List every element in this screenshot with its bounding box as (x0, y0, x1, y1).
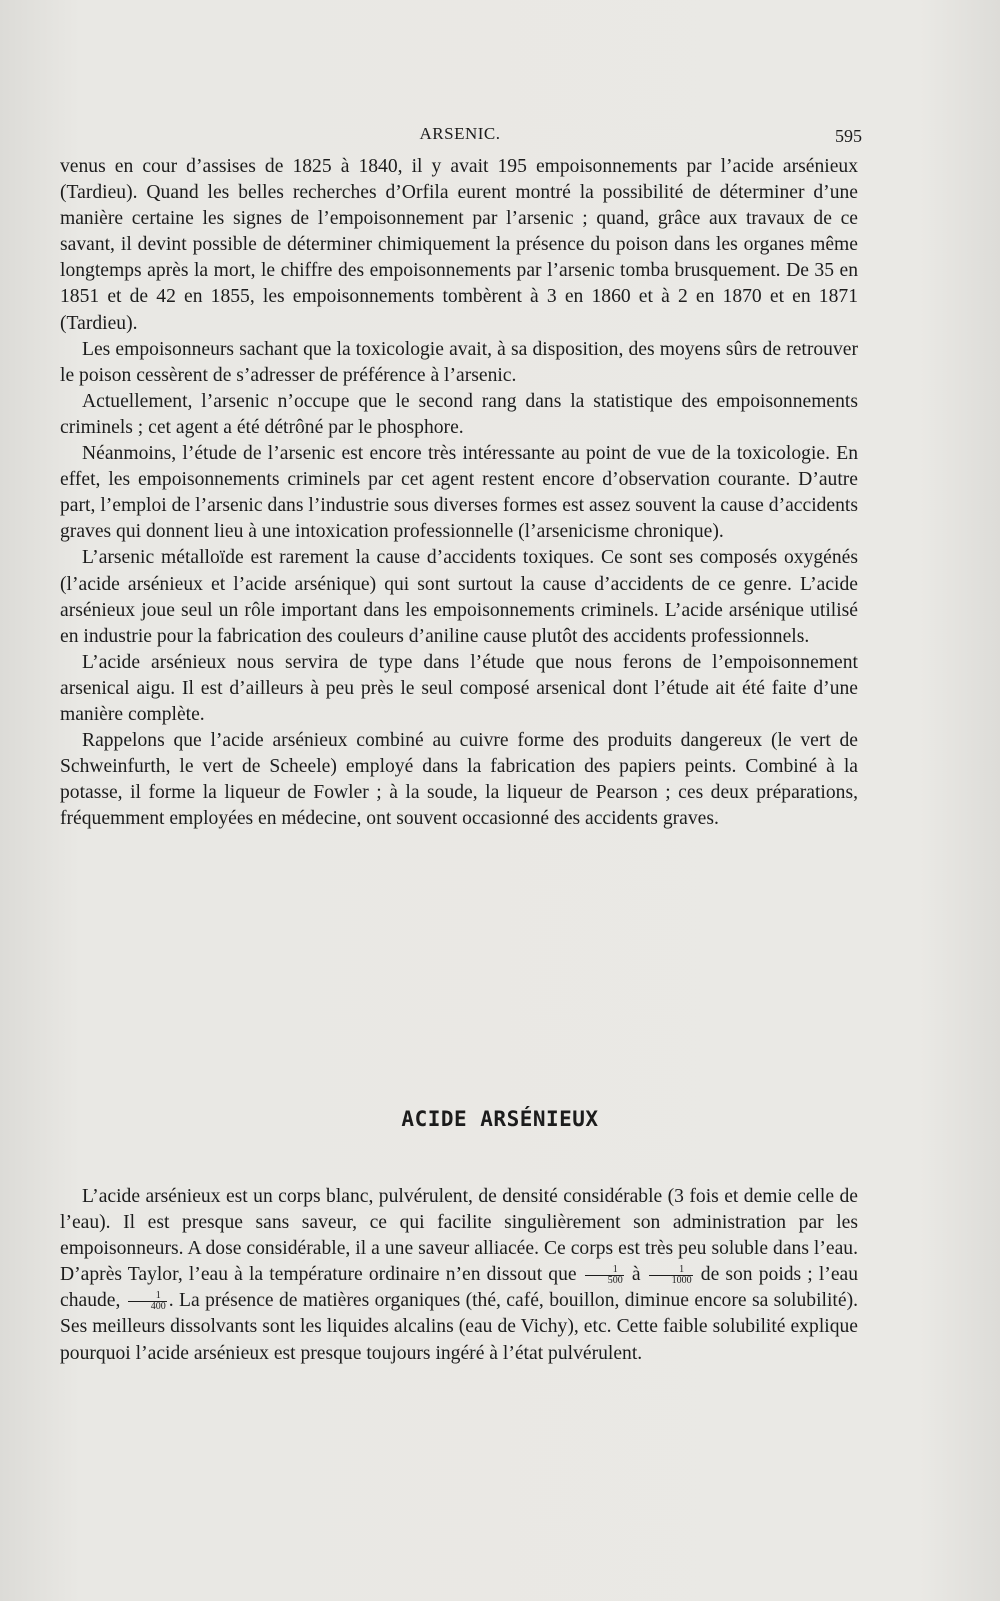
paragraph-4: Néanmoins, l’étude de l’arsenic est encore très intéressante au point de vue de la toxicologie. En effet, les empoisonnements criminels par cet agent restent encore d’observation courante. D’autre part, l’emploi de l’arsenic dans l’industrie sous diverses formes est assez souvent la cause d’accidents graves qui donnent lieu à une intoxication professionnelle (l’arsenicisme chronique). (60, 443, 858, 543)
body-text (60, 154, 858, 832)
fraction-one-thousandth: $\frac{1}{1000}$ (649, 1265, 693, 1286)
section-paragraph (60, 1184, 858, 1367)
page-number: 595 (835, 126, 862, 146)
paragraph-3: Actuellement, l’arsenic n’occupe que le second rang dans la statistique des empoisonnements criminels ; cet agent a été détrôné par le phosphore. (60, 390, 858, 438)
paragraph-5: L’arsenic métalloïde est rarement la cause d’accidents toxiques. Ce sont ses composés oxygénés (l’acide arsénieux et l’acide arsénique) qui sont surtout la cause d’accidents de ce genre. L’acide arsénieux joue seul un rôle important dans les empoisonnements criminels. L’acide arsénique utilisé en industrie pour la fabrication des couleurs d’aniline cause plutôt des accidents professionnels. (60, 547, 858, 647)
paragraph-6: L’acide arsénieux nous servira de type dans l’étude que nous ferons de l’empoisonnement arsenical aigu. Il est d’ailleurs à peu près le seul composé arsenical dont l’étude ait été faite d’une manière complète. (60, 651, 858, 725)
section-text-4: . La présence de matières organiques (thé, café, bouillon, diminue encore sa solubilité). Ses meilleurs dissolvants sont les liquides alcalins (eau de Vichy), etc. Cette faible solubilité explique pourquoi l’acide arsénieux est presque toujours ingéré à l’état pulvérulent. (60, 1290, 858, 1364)
running-header (60, 120, 860, 150)
fraction-one-four-hundredth: $\frac{1}{400}$ (128, 1291, 167, 1312)
section-text-1: L’acide arsénieux est un corps blanc, pulvérulent, de densité considérable (3 fois et demie celle de l’eau). Il est presque sans saveur, ce qui facilite singulièrement son administration par les empoisonneurs. A dose considérable, il a une saveur alliacée. Ce corps est très peu soluble dans l’eau. D’après Taylor, l’eau à la température ordinaire n’en dissout que (60, 1186, 858, 1286)
section-text (60, 1184, 858, 1367)
section-heading: ACIDE ARSÉNIEUX (401, 1107, 599, 1131)
paragraph-2: Les empoisonneurs sachant que la toxicologie avait, à sa disposition, des moyens sûrs de retrouver le poison cessèrent de s’adresser de préférence à l’arsenic. (60, 338, 858, 386)
fraction-one-five-hundredth: $\frac{1}{500}$ (585, 1265, 624, 1286)
section-text-2: à (631, 1264, 641, 1286)
paragraph-7: Rappelons que l’acide arsénieux combiné au cuivre forme des produits dangereux (le vert de Schweinfurth, le vert de Scheele) employé dans la fabrication des papiers peints. Combiné à la potasse, il forme la liqueur de Fowler ; à la soude, la liqueur de Pearson ; ces deux préparations, fréquemment employées en médecine, ont souvent occasionné des accidents graves. (60, 730, 858, 830)
paragraph-1: venus en cour d’assises de 1825 à 1840, il y avait 195 empoisonnements par l’acide arsénieux (Tardieu). Quand les belles recherches d’Orfila eurent montré la possibilité de déterminer d’une manière certaine les signes de l’empoisonnement par l’arsenic ; quand, grâce aux travaux de ce savant, il devint possible de déterminer chimiquement la présence du poison dans les organes même longtemps après la mort, le chiffre des empoisonnements par l’arsenic tomba brusquement. De 35 en 1851 et de 42 en 1855, les empoisonnements tombèrent à 3 en 1860 et à 2 en 1870 et en 1871 (Tardieu). (60, 156, 858, 334)
section-text-3: de son poids ; l’eau chaude, (60, 1264, 859, 1312)
running-title: ARSENIC. (419, 124, 501, 143)
